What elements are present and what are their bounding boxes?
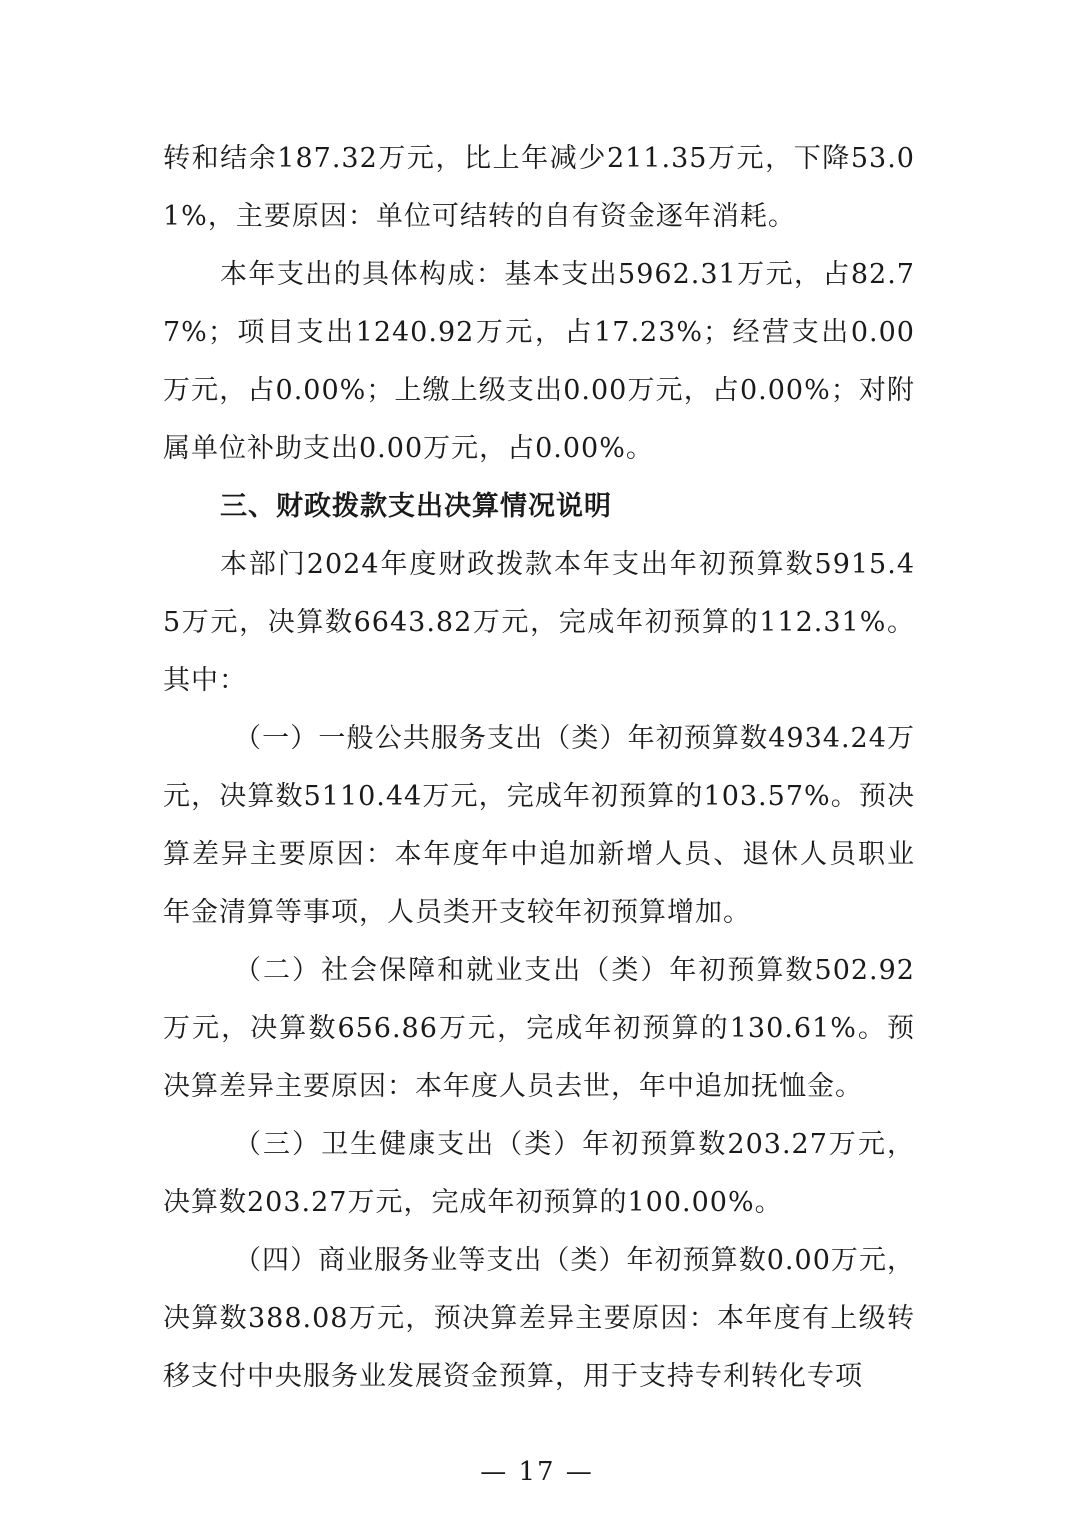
item-social-security: （二）社会保障和就业支出（类）年初预算数502.92万元，决算数656.86万元，完成年初预算的130.61%。预决算差异主要原因：本年度人员去世，年中追加抚恤金。 <box>163 955 915 1102</box>
page-number: — 17 — <box>480 1457 594 1487</box>
item-health: （三）卫生健康支出（类）年初预算数203.27万元，决算数203.27万元，完成年初预算的100.00%。 <box>163 1129 915 1218</box>
paragraph-expenditure-composition: 本年支出的具体构成：基本支出5962.31万元，占82.77%；项目支出1240.92万元，占17.23%；经营支出0.00万元，占0.00%；上缴上级支出0.00万元，占0.00%；对附属单位补助支出0.00万元，占0.00%。 <box>163 259 915 464</box>
section-intro: 本部门2024年度财政拨款本年支出年初预算数5915.45万元，决算数6643.82万元，完成年初预算的112.31%。其中： <box>163 549 915 696</box>
paragraph-carryover: 转和结余187.32万元，比上年减少211.35万元，下降53.01%，主要原因：单位可结转的自有资金逐年消耗。 <box>163 143 915 232</box>
body-text <box>163 130 915 1406</box>
item-commerce-services: （四）商业服务业等支出（类）年初预算数0.00万元，决算数388.08万元，预决算差异主要原因：本年度有上级转移支付中央服务业发展资金预算，用于支持专利转化专项 <box>163 1245 915 1392</box>
item-general-public-services: （一）一般公共服务支出（类）年初预算数4934.24万元，决算数5110.44万元，完成年初预算的103.57%。预决算差异主要原因：本年度年中追加新增人员、退休人员职业年金清算等事项，人员类开支较年初预算增加。 <box>163 723 915 928</box>
section-heading: 三、财政拨款支出决算情况说明 <box>220 491 612 522</box>
